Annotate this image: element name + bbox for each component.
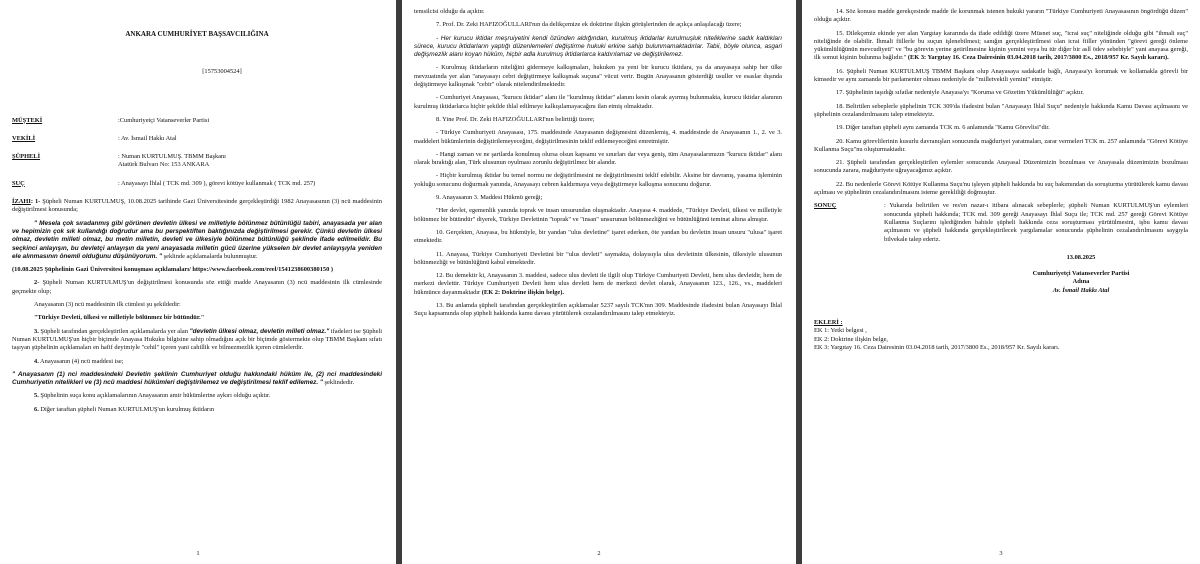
para-text-cont: ifadeleri ise Şüpheli Numan KURTULMUŞ'un hiçbir biçimde Anayasa Hukuku bilgisine sahip olmadığını açık bir biçimde göstermekte olup TBMM Başkanı sıfatı taşıyan şüphelinin açıklamaları en hafif deyimiyle "cehil" içeren yani cahillik ve bilmezmezlik içeren cümlelerdir. xyxy=(12,327,382,352)
para-11: 11. Anayasa, Türkiye Cumhuriyeti Devletini bir "ulus devleti" saymakta, dolayısıyla ulus devletinin ülkesinin, ülkesiyle ulusunun bölünmezliği ve bütünlüğünü kabul etmektedir. xyxy=(414,250,782,266)
para-22: 22. Bu nedenlerle Görevi Kötüye Kullanma Suçu'nu işleyen şüpheli hakkında bu suç bakımından da soruşturma yürütülerek kamu davası açılması ve şüphelinin cezalandırılmasını isteme gerekliliği doğmuştur. xyxy=(814,180,1188,197)
explanation-para-3 xyxy=(12,328,382,353)
doctrine-quote-2: - Kurulmuş iktidarların niteliğini gidermeye kalkışmaları, hukuken ya yeni bir kurucu iktidara, ya da anayasaya sahip her ülke mevzuatında yer alan "anayasayı cebri değiştirmeye kalkışmak suçuna" vücut verir. Bugün Anayasanın gösterdiği usuller ve esaslar dışında değiştirmeye kalkışmak "cebir" olarak nitelendirilmektedir. xyxy=(414,64,782,89)
article-4-quote xyxy=(12,371,382,388)
complainant-value: :Cumhuriyetçi Vatanseverler Partisi xyxy=(118,116,210,124)
annex-list xyxy=(814,319,1188,352)
explanation-para-5 xyxy=(12,392,382,400)
explanation-para-2 xyxy=(12,279,382,296)
doctrine-quote-1: - Her kurucu iktidar meşruiyetini kendi özünden aldığından, kurulmuş iktidarlar kurulmuşluk niteliklerine sadık kaldıkları sürece, kurucu iktidarların yaptığı düzenlemeleri değiştirme hukuki erkine sahip bulunmamaktadırlar. Tabii, böyle olunca, asgari değişmezlik alanı koyan hüküm, hiçbir adla kurulmuş iktidarlarca kaldırılamaz ve değiştirilemez. xyxy=(414,34,782,59)
result-text: : Yukarıda belirtilen ve res'en nazar-ı itibara alınacak sebeplerle; şüpheli Numan KURTULMUŞ'un eylemleri sonucunda şüpheli hakkında; TCK md. 309 gereği Anayasayı İhlal Suçu ile; TCK md. 257 gereği Görevi Kötüye Kullanma Suçlarını işlediğinden bahisle şüpheli hakkında ceza soruşturması yürütülmesini, işbu kamu davası açılmasını ve şüpheli hakkında gerçekleştirilecek yargılamalar sonucunda şüphelinin cezalandırılmasını saygıyla bilvekale talep ederiz. xyxy=(884,202,1188,243)
complainant-label: MÜŞTEKİ xyxy=(12,116,43,124)
quote-text: " Mesela çok sıradanmış gibi görünen devletin ülkesi ve milletiyle bölünmez bütünlüğü tabiri, anayasada yer alan ve hepimizin çok sık kullandığı doğrudur ama bu perspektiften baktığınızda değiştirilmesi gerekir. Çünkü devletin ülkesi olmaz, devletin milleti olmaz, bu metin milletin, devleti ve ülkesiyle bölünmez bütünlüğü şeklinde ifade edilmelidir. Bu seçkinci anlayışın, bu devletçi anlayışın da yeni anayasada milletin gücü üzerine yükselen bir devlet anlayışıyla yeniden ele alınmasının önemli olduğunu düşünüyorum. " xyxy=(12,219,382,260)
explanation-para-6 xyxy=(12,406,382,414)
para-text: Şüpheli Numan KURTULMUŞ, 10.08.2025 tarihinde Gazi Üniversitesinde gerçekleştirdiği 1982 Anayasasının (3) ncü maddesinin değiştirilmesi konusunda; xyxy=(12,198,382,214)
signature-date: 13.08.2025 xyxy=(1066,253,1096,261)
document-page-3 xyxy=(802,0,1200,564)
para-text: 15. Dilekçemiz ekinde yer alan Yargıtay kararında da ifade edildiği üzere Müsnet suç, "icrai suç" niteliğinde olduğu gibi "ihmali suç" niteliğinde de olabilir. İhmali fiillerle bu suçun işlenebilmesi; sanığın gerçekleştirilmesi olan icrai fiiller yönünden "görevi gereği önleme yükümlülüğünün mevcudiyeti" ve "bu görevin yerine getirilmesine kişinin yemini veya bu tür diğer bir aslî ödev sebebiyle" yani anayasa gereği, ilk somut kişinin bulunma bağlıdır." xyxy=(814,29,1188,62)
para-9-text: "Her devlet, egemenlik yanında toprak ve insan unsurundan oluşmaktadır. Anayasa 4. maddede, "Türkiye Devleti, ülkesi ve milletiyle bölünmez bir bütündür" diyerek, Türkiye Devletinin "toprak" ve "insan" unsurunun bölünmezliğini ve bütünlüğünü teminat altına almıştır. xyxy=(414,207,782,223)
para-18: 18. Belirtilen sebeplerle şüphelinin TCK 309'da ifadesini bulan "Anayasayı İhlal Suçu" nedeniyle hakkında Kamu Davası açılmasını ve şüphelinin cezalandırılmasını talep etmekteyiz. xyxy=(814,102,1188,118)
para-7: 7. Prof. Dr. Zeki HAFIZOĞULLARI'nın da delikçemize ek doktirine ilişkin görüşlerinden de açıkça anlaşılacağı üzere; xyxy=(436,21,742,29)
crime-value: : Anayasayı İhlal ( TCK md. 309 ), görevi kötüye kullanmak ( TCK md. 257) xyxy=(118,179,316,187)
para-16: 16. Şüpheli Numan KURTULMUŞ TBMM Başkanı olup Anayasaya sadakatle bağlı, Anayasa'yı korumak ve kollamakla görevli bir kimsedir ve aynı zamanda bir parlamenter olması nedeniyle de "milletvekili yemini" etmiştir. xyxy=(814,67,1188,84)
file-number: [15753004524] xyxy=(202,68,242,76)
quote-tail: şeklinde açıklamalarda bulunmuştur. xyxy=(162,252,258,260)
attorney-row xyxy=(12,135,382,143)
document-page-2 xyxy=(402,0,796,564)
continuation-text: temsilcisi olduğu da açıktır. xyxy=(414,8,485,15)
para-21: 21. Şüpheli tarafından gerçekleştirilen eylemler sonucunda Anayasal Düzenimizin bozulması ve Anayasala düzenimizin bozulması sonucunda zarara, mağduriyete uğrayacağımız açıktır. xyxy=(814,159,1188,175)
suspect-value xyxy=(118,153,382,170)
para-19: 19. Diğer taraftan şüpheli aynı zamanda TCK m. 6 anlamında "Kamu Görevlisi"dir. xyxy=(836,124,1050,132)
para-number: 2- xyxy=(34,279,40,287)
article-3-intro: Anayasanın (3) ncü maddesinin ilk cümlesi şu şekildedir: xyxy=(34,301,181,309)
complainant-row xyxy=(12,117,382,125)
signature-block xyxy=(974,254,1188,295)
para-8: 8. Yine Prof. Dr. Zeki HAFIZOĞULLARI'nın belirttiği üzere; xyxy=(436,115,595,123)
attorney-value: : Av. İsmail Hakkı Atal xyxy=(118,134,177,142)
para-number: 3. xyxy=(34,327,39,335)
signature-name: Av. İsmail Hakkı Atal xyxy=(1052,286,1110,294)
para-text: Anayasanın (4) ncü maddesi ise; xyxy=(38,357,124,365)
page-number: 1 xyxy=(196,549,200,557)
para-text: Şüpheli Numan KURTULMUŞ'un değiştirilmesi konusunda söz ettiği madde Anayasanın (3) ncü maddesinin ilk cümlesinde geçmekte olup; xyxy=(12,279,382,295)
para-number: 5. xyxy=(34,392,39,400)
para-12 xyxy=(414,272,782,297)
result-row xyxy=(814,202,1188,243)
para-number: : 1- xyxy=(30,198,41,206)
annex-item-2: EK 2: Doktrine ilişkin belge, xyxy=(814,335,889,343)
court-heading: ANKARA CUMHURİYET BAŞSAVCILIĞINA xyxy=(125,30,269,38)
para-13: 13. Bu anlamda şüpheli tarafından gerçekleştirilen açıklamalar 5237 sayılı TCK'nın 309. Maddesinde ifadesini bulan Anayasayı İhlal Suçu kapsamında olup şüpheli hakkında kamu davası yürütülerek cezalandırılmasını talep etmekteyiz. xyxy=(414,302,782,318)
para-20: 20. Kamu görevlilerinin kusurlu davranışları sonucunda mağduriyet yaratmaları, zarar vermeleri TCK m. 257 anlamında "Görevi Kötüye Kullanma Suçu"nu oluşturmaktadır. xyxy=(814,137,1188,153)
signature-adina: Adına xyxy=(1072,278,1090,286)
suspect-label: ŞÜPHELİ xyxy=(12,153,41,161)
para-number: 6. xyxy=(34,405,39,413)
para-15 xyxy=(814,30,1188,63)
para-17: 17. Şüphelinin taşıdığı sıfatlar nedeniyle Anayasa'yı "Koruma ve Gözetim Yükümlülüğü" açıktır. xyxy=(836,89,1084,97)
document-page-1 xyxy=(0,0,396,564)
para-number: 4. xyxy=(34,357,39,365)
page-number: 2 xyxy=(597,549,601,557)
quote-tail: şeklindedir. xyxy=(322,379,355,387)
para-text: Şüphelinin suça konu açıklamalarının Anayasanın amir hükümlerine aykırı olduğu açıktır. xyxy=(38,392,271,400)
para-quote: "devletin ülkesi olmaz, devletin milleti olmaz." xyxy=(189,327,330,335)
para-9: 9. Anayasanın 3. Maddesi Hükmü gereği; xyxy=(436,194,543,202)
quote-text: " Anayasanın (1) nci maddesindeki Devletin şeklinin Cumhuriyet olduğu hakkındaki hüküm ile, (2) nci maddesindeki Cumhuriyetin nitelikleri ve (3) ncü maddesi hükümleri değiştirilemez ve değiştirilmesi teklif edilemez. " xyxy=(12,370,382,387)
explanation-para-1 xyxy=(12,198,382,215)
attorney-label: VEKİLİ xyxy=(12,134,36,142)
annex-item-1: EK 1: Yetki belgesi , xyxy=(814,327,867,335)
para-text: Şüpheli tarafından gerçekleştirilen açıklamalarda yer alan xyxy=(38,327,190,335)
para-text: 12. Bu demektir ki, Anayasanın 3. maddesi, sadece ulus devleti ile ilgili olup Türkiye Cumhuriyeti Devleti, hem ulus devletdir, hem de merkezi devlettir. Türkiye Cumhuriyeti Devleti hem ulus devleti hem de merkezi devlet olarak, Anayasanın 123., 126., vs., maddeleri hükmünce dayanmaktadır xyxy=(414,272,782,296)
doctrine-point-3: - Hiçbir kurulmuş iktidar bu temel normu ne değiştirilmesini ne değiştirilmesini teklif edebilir. Aksine bir davranış, yasama işleminin yokluğu sonucunu doğurmak yanında, Anayasayı cebren kaldırmaya veya değiştirmeye kalkışma sonucunu doğurur. xyxy=(414,172,782,188)
annex-label: EKLERİ : xyxy=(814,319,843,327)
annex-reference: (EK 2: Doktrine ilişkin belge). xyxy=(481,288,564,296)
suspect-row xyxy=(12,153,382,170)
annex-reference: (EK 3: Yargıtay 16. Ceza Dairesinin 03.04.2018 tarih, 2017/3800 Es., 2018/957 Kr. Sayılı kararı). xyxy=(907,54,1169,62)
suspect-name: : Numan KURTULMUŞ. TBMM Başkanı xyxy=(118,153,226,161)
page-number: 3 xyxy=(999,549,1003,557)
doctrine-point-1: - Türkiye Cumhuriyeti Anayasası, 175. maddesinde Anayasanın değişmesini düzenlemiş, 4. maddesinde de Anayasanın 1., 2. ve 3. maddeleri hükümlerinin değiştirilemeyeceğini, değiştirilmesinin teklif edilemeyeceğini emretmiştir. xyxy=(414,129,782,145)
crime-row xyxy=(12,180,382,188)
suspect-address: Atatürk Bulvarı No: 153 ANKARA xyxy=(118,161,210,169)
source-reference: (10.08.2025 Şüphelinin Gazi Üniversitesi konuşması açıklamaları/ https://www.facebook.com/reel/1541238600380150 ) xyxy=(12,266,334,274)
quote-1 xyxy=(12,220,382,261)
explanation-para-4 xyxy=(12,358,382,366)
crime-label: SUÇ xyxy=(12,179,25,187)
para-10: 10. Gerçekten, Anayasa, bu hükmüyle, bir yandan "ulus devletine" işaret ederken, öte yandan bu devletin insan unsuru "ulusa" işaret etmektedir. xyxy=(414,228,782,245)
annex-item-3: EK 3: Yargıtay 16. Ceza Dairesinin 03.04.2018 tarih, 2017/3800 Es., 2018/957 Kr. Sayılı kararı. xyxy=(814,343,1060,351)
para-14: 14. Söz konusu madde gerekçesinde madde ile korunmak istenen hukuki yararın "Türkiye Cumhuriyeti Anayasasının öngördüğü düzen" olduğu açıktır. xyxy=(814,8,1188,24)
explanation-label: İZAHI xyxy=(12,198,31,206)
article-3-text: "Türkiye Devleti, ülkesi ve milletiyle bölünmez bir bütündür." xyxy=(34,314,205,322)
signature-party: Cumhuriyetçi Vatanseverler Partisi xyxy=(1032,270,1130,278)
para-text: Diğer taraftan şüpheli Numan KURTULMUŞ'un kurulmuş iktidarın xyxy=(38,405,215,413)
doctrine-quote-3: - Cumhuriyet Anayasası, "kurucu iktidar" alanı ile "kurulmuş iktidar" alanını kesin olarak ayırmış bulunmakta, kurucu iktidar alanının kurulmuş iktidarlarca hiçbir şekilde ihlal edilmeye kalkışılamayacağını ilan etmiş olmaktadır. xyxy=(414,94,782,110)
result-label: SONUÇ xyxy=(814,202,837,210)
doctrine-point-2: - Hangi zaman ve ne şartlarda konulmuş olursa olsun kapsamı ve sınırları dar veya geniş, tüm Anayasalarımızın "kurucu iktidar" alanı olarak bıraktığı alan, Türk ulusunun oyulması zorunlu değiştirilmez bir alandır. xyxy=(414,150,782,167)
